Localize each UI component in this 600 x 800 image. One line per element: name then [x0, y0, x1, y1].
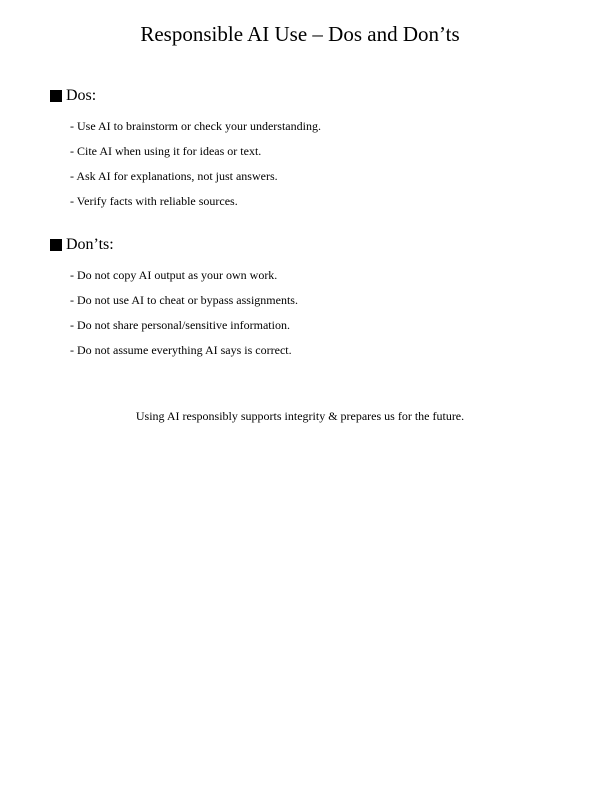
donts-heading-label: Don’ts:	[66, 236, 114, 253]
square-bullet-icon	[50, 90, 62, 102]
list-item: - Verify facts with reliable sources.	[70, 194, 238, 208]
list-item: - Do not share personal/sensitive information.	[70, 318, 290, 332]
square-bullet-icon	[50, 239, 62, 251]
list-item: - Cite AI when using it for ideas or text.	[70, 144, 262, 158]
donts-heading	[50, 235, 570, 255]
dos-list	[70, 119, 321, 219]
list-item: - Use AI to brainstorm or check your understanding.	[70, 119, 321, 133]
list-item: - Do not assume everything AI says is correct.	[70, 343, 292, 357]
dos-heading	[50, 86, 570, 106]
page-title: Responsible AI Use – Dos and Don’ts	[140, 22, 460, 46]
donts-list	[70, 268, 298, 368]
list-item: - Do not use AI to cheat or bypass assignments.	[70, 293, 298, 307]
donts-section	[50, 235, 570, 357]
list-item: - Do not copy AI output as your own work.	[70, 268, 278, 282]
dos-section	[50, 86, 570, 208]
closing-statement: Using AI responsibly supports integrity & prepares us for the future.	[135, 409, 465, 423]
list-item: - Ask AI for explanations, not just answers.	[70, 169, 278, 183]
dos-heading-label: Dos:	[66, 87, 97, 104]
